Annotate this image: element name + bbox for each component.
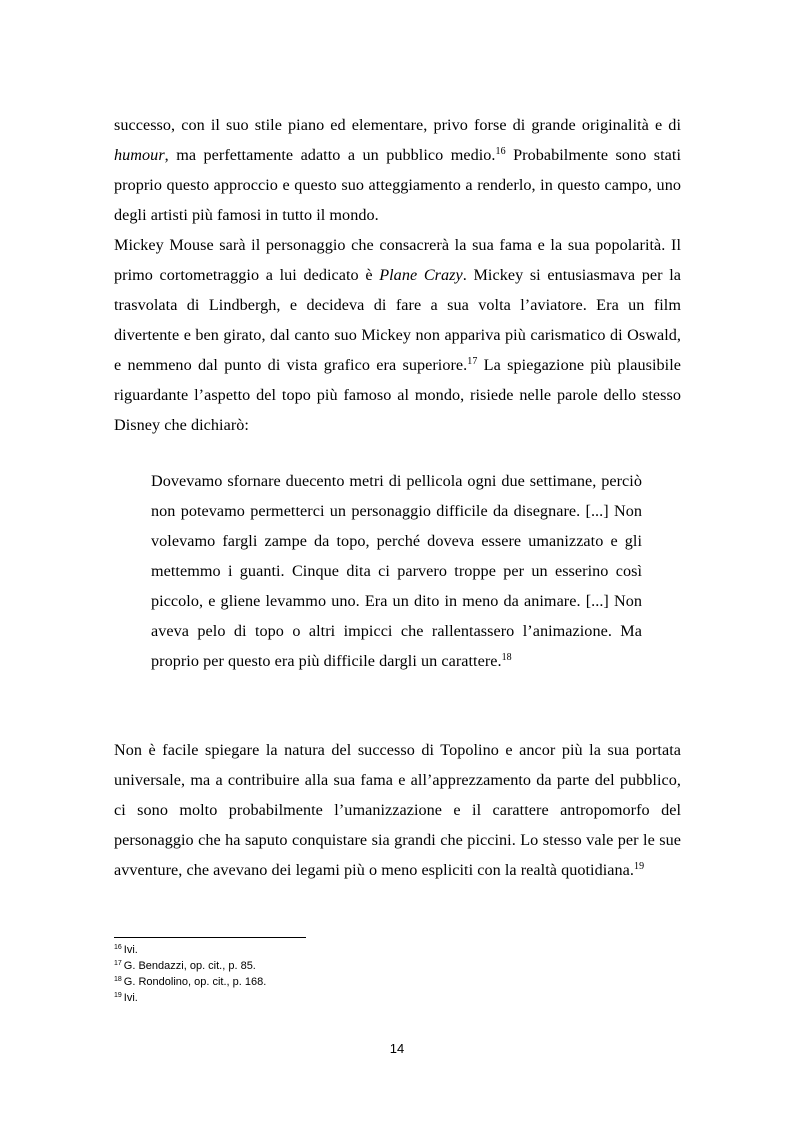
- paragraph-2-text-a: Mickey Mouse sarà il personaggio che consacrerà la sua fama e la sua popolarità. Il primo cortometraggio a lui dedicato è: [114, 236, 681, 284]
- footnote-number: 19: [114, 992, 122, 999]
- paragraph-3: [114, 735, 681, 885]
- footnote-ref-18[interactable]: 18: [501, 652, 512, 663]
- footnote-text: G. Rondolino, op. cit., p. 168.: [123, 976, 267, 988]
- footnote-number: 16: [114, 944, 122, 951]
- footnote-item: [114, 990, 614, 1006]
- paragraph-1-text-c: Probabilmente sono stati proprio questo approccio e questo suo atteggiamento a renderlo, in questo campo, uno degli artisti più famosi in tutto il mondo.: [114, 146, 681, 224]
- footnote-number: 17: [114, 960, 122, 967]
- humour-italic: humour: [114, 146, 165, 164]
- paragraph-3-text: Non è facile spiegare la natura del successo di Topolino e ancor più la sua portata universale, ma a contribuire alla sua fama e all’apprezzamento da parte del pubblico, ci sono molto probabilmente l’umanizzazione e il carattere antropomorfo del personaggio che ha saputo conquistare sia grandi che piccini. Lo stesso vale per le sue avventure, che avevano dei legami più o meno espliciti con la realtà quotidiana.: [114, 741, 681, 879]
- paragraph-1-text-a: successo, con il suo stile piano ed elementare, privo forse di grande originalità e di: [114, 116, 681, 134]
- block-quote: [151, 466, 642, 676]
- footnote-ref-17[interactable]: 17: [467, 356, 478, 367]
- footnotes: [114, 942, 614, 1006]
- film-title-italic: Plane Crazy: [379, 266, 463, 284]
- footnote-text: Ivi.: [123, 992, 138, 1004]
- paragraph-1: [114, 110, 681, 230]
- paragraph-2-text-b: . Mickey si entusiasmava per la trasvolata di Lindbergh, e decideva di fare a sua volta l’aviatore. Era un film divertente e ben girato, dal canto suo Mickey non appariva più carismatico di Oswald, e nemmeno dal punto di vista grafico era superiore.: [114, 266, 682, 374]
- footnote-text: Ivi.: [123, 944, 138, 956]
- footnote-ref-19[interactable]: 19: [634, 861, 645, 872]
- paragraph-2-text-c: La spiegazione più plausibile riguardante l’aspetto del topo più famoso al mondo, risiede nelle parole dello stesso Disney che dichiarò:: [114, 356, 681, 434]
- paragraph-2: [114, 230, 681, 440]
- footnote-separator: [114, 937, 306, 938]
- footnote-number: 18: [114, 976, 122, 983]
- footnote-text: G. Bendazzi, op. cit., p. 85.: [123, 960, 256, 972]
- footnote-item: [114, 974, 614, 990]
- footnote-item: [114, 958, 614, 974]
- footnote-item: [114, 942, 614, 958]
- paragraph-1-text-b: , ma perfettamente adatto a un pubblico medio.: [164, 146, 496, 164]
- block-quote-text: Dovevamo sfornare duecento metri di pellicola ogni due settimane, perciò non potevamo permetterci un personaggio difficile da disegnare. [...] Non volevamo fargli zampe da topo, perché doveva essere umanizzato e gli mettemmo i guanti. Cinque dita ci parvero troppe per un esserino così piccolo, e gliene levammo uno. Era un dito in meno da animare. [...] Non aveva pelo di topo o altri impicci che rallentassero l’animazione. Ma proprio per questo era più difficile dargli un carattere.: [151, 472, 642, 670]
- page-number: 14: [389, 1041, 405, 1056]
- footnote-ref-16[interactable]: 16: [495, 146, 506, 157]
